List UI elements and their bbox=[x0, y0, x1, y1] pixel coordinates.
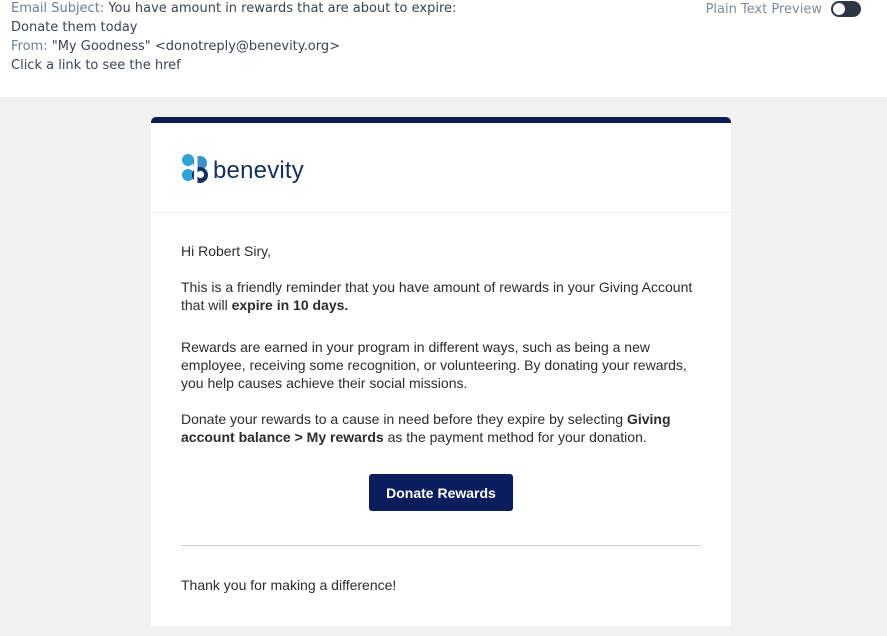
closing-text: Thank you for making a difference! bbox=[181, 577, 397, 593]
text-span: as the payment method for your donation. bbox=[383, 429, 647, 445]
paragraph-line bbox=[181, 410, 701, 428]
payment-emphasis: Giving bbox=[626, 411, 671, 427]
paragraph-line: Rewards are earned in your program in different ways, such as being a new bbox=[181, 339, 650, 355]
subject-line bbox=[11, 0, 456, 17]
email-card bbox=[151, 117, 731, 626]
subject-text: You have amount in rewards that are about to expire: bbox=[108, 1, 457, 16]
plain-text-preview-label: Plain Text Preview bbox=[705, 1, 822, 17]
greeting: Hi Robert Siry, bbox=[181, 243, 271, 259]
paragraph-line bbox=[181, 428, 701, 446]
donate-rewards-button[interactable]: Donate Rewards bbox=[369, 474, 513, 511]
paragraph-line: This is a friendly reminder that you have amount of rewards in your Giving Account bbox=[181, 279, 693, 295]
benevity-logo[interactable] bbox=[181, 153, 304, 185]
from-value: "My Goodness" <donotreply@benevity.org> bbox=[51, 39, 340, 54]
from-line bbox=[11, 38, 340, 55]
paragraph-line: you help causes achieve their social missions. bbox=[181, 375, 468, 391]
paragraph-rewards bbox=[181, 338, 701, 392]
payment-emphasis: account balance > My rewards bbox=[181, 429, 384, 445]
paragraph-line: employee, receiving some recognition, or volunteering. By donating your rewards, bbox=[181, 357, 687, 373]
paragraph-expiry bbox=[181, 278, 701, 314]
plain-text-preview-control bbox=[706, 0, 861, 18]
subject-line-continued: Donate them today bbox=[11, 20, 138, 35]
header-divider bbox=[151, 212, 731, 213]
footer-divider bbox=[181, 545, 701, 546]
paragraph-line bbox=[181, 296, 701, 314]
plain-text-preview-toggle[interactable] bbox=[831, 1, 861, 17]
text-span: Donate your rewards to a cause in need before they expire by selecting bbox=[181, 411, 627, 427]
expiry-emphasis: expire in 10 days. bbox=[231, 297, 349, 313]
benevity-b-logo-icon bbox=[181, 154, 211, 184]
logo-text: benevity bbox=[213, 157, 304, 184]
toggle-knob bbox=[833, 3, 845, 15]
text-span: that will bbox=[181, 297, 232, 313]
link-hint: Click a link to see the href bbox=[11, 58, 181, 73]
paragraph-donate bbox=[181, 410, 701, 446]
email-meta-header bbox=[0, 0, 887, 97]
from-label: From: bbox=[11, 39, 48, 54]
subject-label: Email Subject: bbox=[11, 1, 105, 16]
